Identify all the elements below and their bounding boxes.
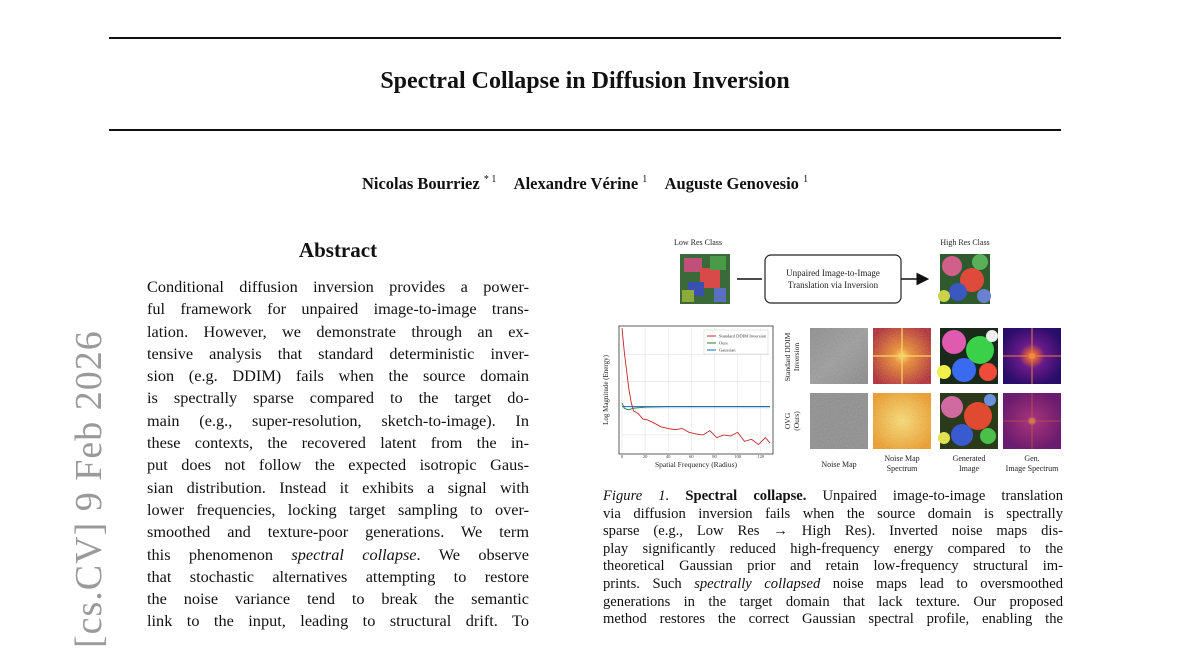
author-affiliation-mark: * 1 [483, 174, 497, 185]
caption-line: via diffusion inversion fails when the source domain is spectrally [603, 505, 1063, 522]
abstract-line: main (e.g., super-resolution, sketch-to-image). In [147, 410, 529, 430]
abstract-line: that stochastic alternatives attempting to restore [147, 566, 529, 586]
ddim-noise-map [810, 328, 868, 384]
abstract-line: put does not follow the expected isotropic Gaus- [147, 455, 529, 475]
author-name: Alexandre Vérine [513, 174, 639, 193]
col-label-gen-spectrum-2: Image Spectrum [1005, 464, 1059, 473]
caption-line: play significantly reduced high-frequency energy compared to the [603, 540, 1063, 557]
caption-line: Figure 1. Spectral collapse. Unpaired image-to-image translation [603, 488, 1063, 504]
abstract-line: tensive analysis that standard deterministic inver- [147, 343, 529, 363]
ours-noise-spectrum [873, 393, 931, 449]
abstract-heading: Abstract [298, 238, 378, 262]
low-res-label: Low Res Class [674, 238, 722, 247]
col-label-noise-spectrum-2: Spectrum [886, 464, 918, 473]
abstract-line: this phenomenon spectral collapse. We observe [147, 544, 530, 564]
abstract-line: the noise variance tend to break the semantic [147, 589, 529, 609]
process-box-line2: Translation via Inversion [787, 280, 879, 290]
chart-x-tick-label: 100 [734, 454, 741, 459]
paper-title: Spectral Collapse in Diffusion Inversion [380, 68, 790, 94]
caption-line: generations in the target domain that lack texture. Our proposed [603, 593, 1063, 610]
low-res-image [680, 254, 730, 304]
row-label-ddim-2: Inversion [792, 342, 801, 372]
chart-x-tick-label: 0 [620, 454, 624, 459]
high-res-image [938, 254, 991, 304]
title-bottom-rule [109, 129, 1061, 131]
author-list [0, 174, 1170, 194]
author-name: Nicolas Bourriez [361, 174, 480, 193]
col-label-generated-2: Image [959, 464, 979, 473]
chart-ticks [621, 454, 765, 459]
spectrum-chart [602, 326, 773, 469]
row-label-ours-2: (Ours) [792, 411, 801, 431]
col-label-generated-1: Generated [952, 454, 986, 463]
chart-x-tick-label: 40 [666, 454, 671, 459]
chart-x-tick-label: 60 [689, 454, 694, 459]
abstract-line: Conditional diffusion inversion provides a power- [147, 277, 529, 296]
caption-line: method restores the correct Gaussian spectral profile, enabling the [603, 611, 1063, 628]
arxiv-stamp: [cs.CV] 9 Feb 2026 [68, 330, 110, 648]
abstract-line: ful framework for unpaired image-to-image trans- [147, 299, 529, 319]
chart-x-tick-label: 120 [757, 454, 765, 459]
abstract-line: lation. However, we demonstrate through an ex- [147, 321, 529, 341]
abstract-body [147, 276, 529, 633]
abstract-line: is spectrally sparse compared to the target do- [147, 388, 529, 408]
author-name: Auguste Genovesio [664, 174, 799, 193]
chart-legend-label: Standard DDIM Inversion [719, 333, 767, 339]
ddim-generated-spectrum [1003, 328, 1061, 384]
chart-x-tick-label: 20 [642, 454, 648, 459]
chart-y-axis-label: Log Magnitude (Energy) [602, 355, 610, 425]
col-label-gen-spectrum-1: Gen. [1024, 454, 1040, 463]
figure-1 [592, 232, 1072, 480]
ddim-generated-image [937, 328, 998, 384]
process-box [765, 255, 901, 303]
ours-generated-spectrum [1003, 393, 1061, 449]
figure-caption [603, 488, 1063, 629]
chart-x-axis-label: Spatial Frequency (Radius) [654, 460, 738, 469]
top-rule [109, 37, 1061, 39]
col-label-noise-map: Noise Map [821, 460, 857, 469]
chart-x-tick-label: 80 [712, 454, 717, 459]
abstract-line: sian distribution. Instead it exhibits a signal with [147, 477, 529, 497]
ours-generated-image [938, 393, 998, 449]
ddim-noise-spectrum [873, 328, 931, 384]
row-label-ours-1: OVG [783, 412, 792, 430]
ours-noise-map [810, 393, 868, 449]
abstract-line: sion (e.g. DDIM) fails when the source domain [147, 366, 529, 386]
caption-line: sparse (e.g., Low Res → High Res). Inverted noise maps dis- [603, 523, 1063, 540]
chart-legend [704, 330, 768, 354]
caption-line: prints. Such spectrally collapsed noise maps lead to oversmoothed [603, 575, 1063, 592]
row-label-ddim-1: Standard DDIM [783, 332, 792, 382]
high-res-label: High Res Class [940, 238, 990, 247]
author-affiliation-mark: 1 [803, 174, 809, 185]
caption-line: theoretical Gaussian prior and retain low-frequency structural im- [603, 558, 1063, 575]
abstract-line: link to the input, leading to structural drift. To [147, 611, 529, 631]
chart-legend-label: Gaussian [719, 347, 736, 353]
chart-legend-label: Ours [719, 340, 728, 346]
process-box-line1: Unpaired Image-to-Image [786, 268, 880, 278]
col-label-noise-spectrum-1: Noise Map [884, 454, 920, 463]
abstract-line: these contexts, the recovered latent from the in- [147, 433, 529, 453]
abstract-line: lower frequencies, locking target sampling to over- [147, 499, 529, 519]
author-affiliation-mark: 1 [642, 174, 648, 185]
abstract-line: smoothed and texture-poor generations. We term [147, 522, 529, 542]
